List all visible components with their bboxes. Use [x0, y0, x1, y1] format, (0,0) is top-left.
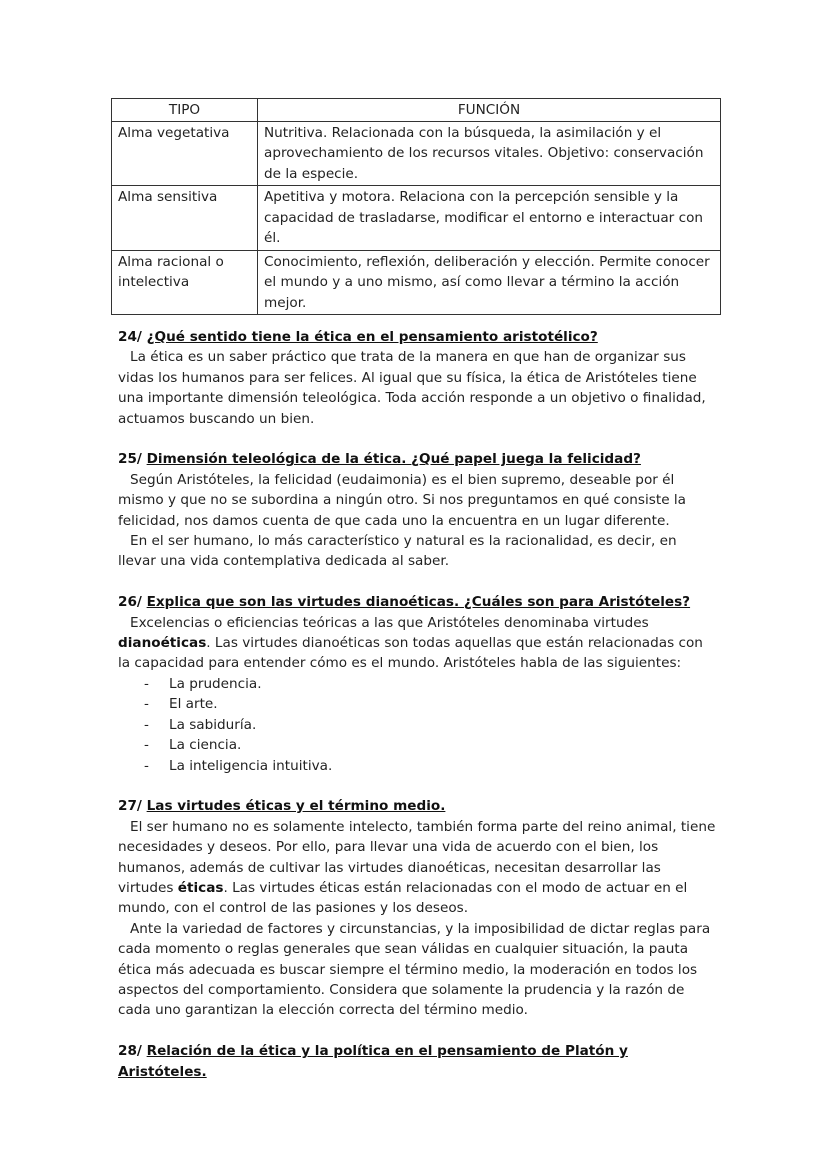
- paragraph: La ética es un saber práctico que trata de la manera en que han de organizar sus vidas los humanos para ser felices. Al igual que su física, la ética de Aristóteles tiene una importante dimensión teleológica. Toda acción responde a un objetivo o finalidad, actuamos buscando un bien.: [118, 349, 706, 427]
- question-number: 28/: [118, 1043, 147, 1060]
- list-item-text: La sabiduría.: [169, 716, 257, 733]
- question-heading: [118, 449, 718, 469]
- list-item-text: La ciencia.: [169, 737, 242, 754]
- table-header-funcion: FUNCIÓN: [258, 99, 721, 122]
- table-header-row: [112, 99, 721, 122]
- table-cell-tipo: Alma sensitiva: [112, 186, 258, 251]
- table-row: [112, 186, 721, 251]
- question-number: 24/: [118, 329, 147, 345]
- question-heading: [118, 796, 718, 816]
- table-cell-funcion: Nutritiva. Relacionada con la búsqueda, la asimilación y el aprovechamiento de los recursos vitales. Objetivo: conservación de la especie.: [258, 121, 721, 186]
- list-item: [118, 756, 718, 776]
- question-number: 25/: [118, 451, 147, 468]
- paragraph: [118, 817, 718, 919]
- paragraph-text: El ser humano no es solamente intelecto, también forma parte del reino animal, tiene necesidades y deseos. Por ello, para llevar una vida de acuerdo con el bien, los humanos, además de cultivar las virtudes dianoéticas, necesitan desarrollar las virtudes: [118, 818, 716, 896]
- dash-bullet: -: [144, 696, 149, 713]
- question-title: ¿Qué sentido tiene la ética en el pensamiento aristotélico?: [146, 329, 598, 345]
- paragraph: [118, 613, 718, 674]
- dash-bullet: -: [144, 716, 149, 733]
- bold-term: dianoéticas: [118, 635, 207, 652]
- paragraph-text: Excelencias o eficiencias teóricas a las que Aristóteles denominaba virtudes: [130, 614, 649, 631]
- bold-term: éticas: [177, 879, 224, 896]
- list-item: [118, 694, 718, 714]
- table-header-tipo: TIPO: [112, 99, 258, 122]
- paragraph-text: . Las virtudes dianoéticas son todas aquellas que están relacionadas con la capacidad para entender cómo es el mundo. Aristóteles habla de las siguientes:: [118, 635, 703, 672]
- question-number: 27/: [118, 798, 147, 815]
- paragraph: En el ser humano, lo más característico y natural es la racionalidad, es decir, en llevar una vida contemplativa dedicada al saber.: [118, 533, 677, 570]
- question-title: Las virtudes éticas y el término medio.: [146, 798, 446, 815]
- question-heading: [118, 592, 718, 612]
- dash-bullet: -: [144, 675, 149, 692]
- paragraph: Según Aristóteles, la felicidad (eudaimonia) es el bien supremo, deseable por él mismo y que no se subordina a ningún otro. Si nos preguntamos en qué consiste la felicidad, nos damos cuenta de que cada uno la encuentra en un lugar diferente.: [118, 471, 686, 529]
- dash-bullet: -: [144, 737, 149, 754]
- list-item: [118, 735, 718, 755]
- table-cell-tipo: Alma racional o intelectiva: [112, 250, 258, 315]
- question-title: Explica que son las virtudes dianoéticas. ¿Cuáles son para Aristóteles?: [146, 594, 691, 611]
- question-heading: [118, 1041, 718, 1082]
- question-heading: [118, 327, 718, 347]
- table-cell-tipo: Alma vegetativa: [112, 121, 258, 186]
- table-row: [112, 121, 721, 186]
- list-item-text: La inteligencia intuitiva.: [169, 757, 333, 774]
- list-item: [118, 674, 718, 694]
- table-cell-funcion: Apetitiva y motora. Relaciona con la percepción sensible y la capacidad de trasladarse, modificar el entorno e interactuar con él.: [258, 186, 721, 251]
- document-body: [118, 327, 718, 1082]
- question-number: 26/: [118, 594, 147, 611]
- table-cell-funcion: Conocimiento, reflexión, deliberación y elección. Permite conocer el mundo y a uno mismo, así como llevar a término la acción mejor.: [258, 250, 721, 315]
- list-item: [118, 715, 718, 735]
- paragraph-text: . Las virtudes éticas están relacionadas con el modo de actuar en el mundo, con el control de las pasiones y los deseos.: [118, 879, 688, 917]
- list-item-text: La prudencia.: [169, 675, 262, 692]
- question-title: Relación de la ética y la política en el pensamiento de Platón y Aristóteles.: [118, 1043, 628, 1080]
- virtues-list: [118, 674, 718, 776]
- soul-types-table: [111, 98, 721, 315]
- table-row: [112, 250, 721, 315]
- paragraph: Ante la variedad de factores y circunstancias, y la imposibilidad de dictar reglas para cada momento o reglas generales que sean válidas en cualquier situación, la pauta ética más adecuada es buscar siempre el término medio, la moderación en todos los aspectos del comportamiento. Considera que solamente la prudencia y la razón de cada uno garantizan la elección correcta del término medio.: [118, 920, 711, 1019]
- question-title: Dimensión teleológica de la ética. ¿Qué papel juega la felicidad?: [146, 451, 641, 468]
- dash-bullet: -: [144, 757, 149, 774]
- list-item-text: El arte.: [169, 696, 218, 713]
